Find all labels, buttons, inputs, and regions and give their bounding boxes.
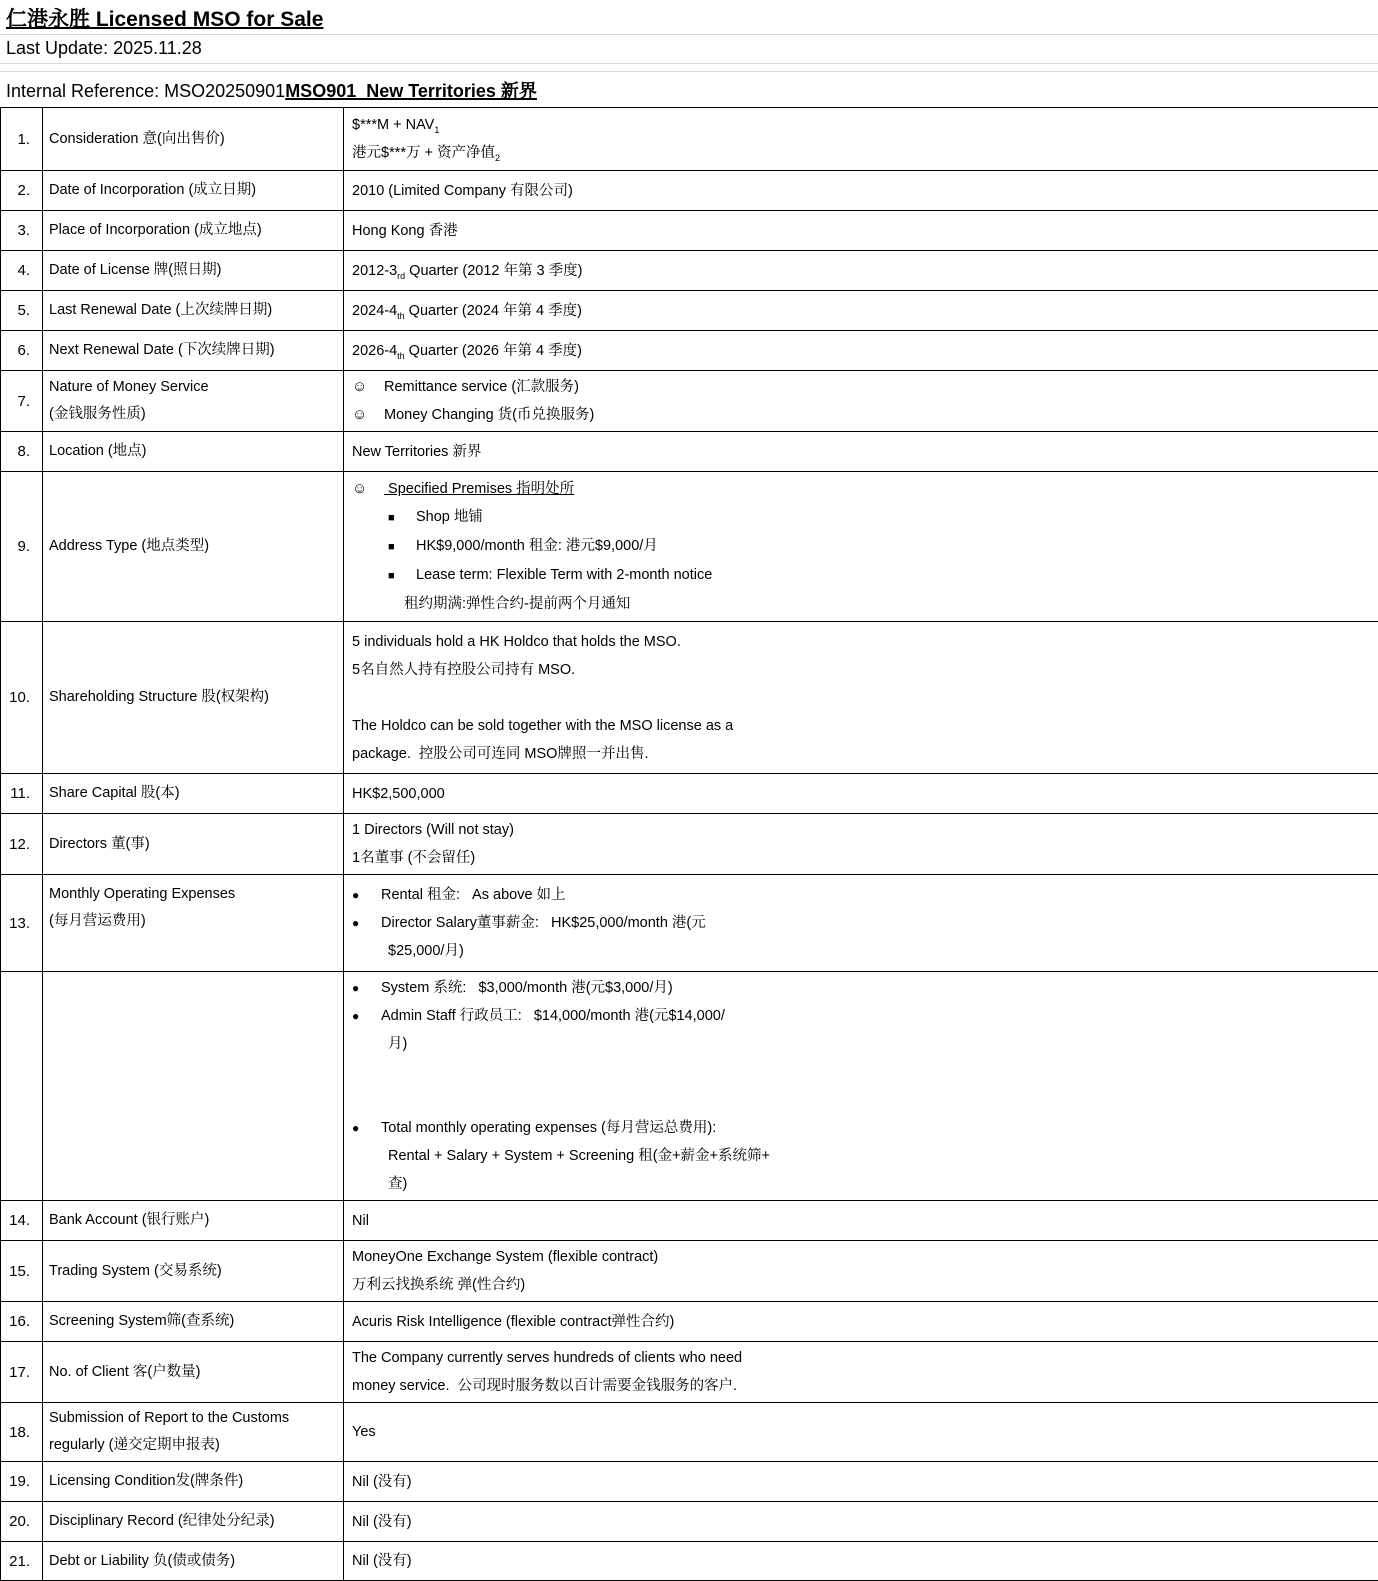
label-line: Next Renewal Date (下次续牌日期)	[49, 337, 339, 364]
label-line: Date of License 牌(照日期)	[49, 257, 339, 284]
value-line	[348, 1207, 1374, 1235]
row-value	[344, 331, 1378, 371]
label-line: Trading System (交易系统)	[49, 1258, 339, 1285]
table-row	[1, 1201, 1378, 1241]
value-text: Admin Staff 行政员工: $14,000/month 港(元$14,000/	[381, 1002, 725, 1030]
row-label	[43, 622, 344, 774]
value-line	[348, 139, 1374, 167]
row-number: 8.	[1, 432, 43, 472]
value-text: Money Changing 货(币兑换服务)	[384, 401, 594, 429]
value-text: 港元$***万 + 资产净值$_2$	[352, 139, 500, 167]
value-text: Specified Premises 指明处所	[384, 475, 574, 503]
value-line	[348, 1086, 1374, 1114]
row-number: 17.	[1, 1342, 43, 1403]
table-row	[1, 875, 1378, 972]
label-line: Monthly Operating Expenses	[49, 881, 339, 908]
label-line: Address Type (地点类型)	[49, 533, 339, 560]
row-value	[344, 814, 1378, 875]
table-row	[1, 472, 1378, 622]
row-value	[344, 1542, 1378, 1581]
internal-reference	[0, 72, 1378, 107]
row-label	[43, 331, 344, 371]
value-text: MoneyOne Exchange System (flexible contract)	[352, 1243, 658, 1271]
row-number: 15.	[1, 1241, 43, 1302]
row-label	[43, 108, 344, 171]
row-value	[344, 774, 1378, 814]
row-number: 3.	[1, 211, 43, 251]
row-value	[344, 972, 1378, 1201]
row-number: 21.	[1, 1542, 43, 1581]
value-line	[348, 297, 1374, 325]
row-label	[43, 1462, 344, 1502]
value-text: Nil (没有)	[352, 1508, 412, 1536]
value-text: 5名自然人持有控股公司持有 MSO.	[352, 656, 575, 684]
value-text: System 系统: $3,000/month 港(元$3,000/月)	[381, 974, 673, 1002]
row-number: 20.	[1, 1502, 43, 1542]
row-value	[344, 432, 1378, 472]
value-text	[352, 684, 356, 712]
row-label	[43, 875, 344, 972]
circle-bullet-icon: ●	[352, 909, 381, 937]
value-line	[348, 684, 1374, 712]
row-value	[344, 371, 1378, 432]
row-label	[43, 1342, 344, 1403]
value-text	[352, 1086, 356, 1114]
row-number: 5.	[1, 291, 43, 331]
row-label	[43, 1502, 344, 1542]
label-line: Place of Incorporation (成立地点)	[49, 217, 339, 244]
label-line: Last Renewal Date (上次续牌日期)	[49, 297, 339, 324]
row-label	[43, 472, 344, 622]
table-row	[1, 1542, 1378, 1581]
value-line	[348, 1058, 1374, 1086]
row-value	[344, 1502, 1378, 1542]
value-line	[348, 217, 1374, 245]
page-title: 仁港永胜 Licensed MSO for Sale	[6, 8, 323, 31]
value-text: 查)	[388, 1170, 407, 1198]
row-label	[43, 171, 344, 211]
row-label	[43, 251, 344, 291]
row-value	[344, 1403, 1378, 1462]
value-line	[348, 1114, 1374, 1142]
value-text: 万利云找换系统 弹(性合约)	[352, 1271, 525, 1299]
value-line	[348, 712, 1374, 740]
internal-reference-code: MSO901 New Territories 新界	[285, 81, 537, 101]
value-text	[352, 1058, 356, 1086]
value-text: Shop 地铺	[416, 503, 483, 531]
value-line	[348, 974, 1374, 1002]
row-value	[344, 875, 1378, 972]
table-row	[1, 331, 1378, 371]
label-line: No. of Client 客(户数量)	[49, 1359, 339, 1386]
row-label	[43, 814, 344, 875]
table-row	[1, 291, 1378, 331]
row-label	[43, 291, 344, 331]
row-value	[344, 1302, 1378, 1342]
value-text: New Territories 新界	[352, 438, 481, 466]
row-label	[43, 1241, 344, 1302]
row-number	[1, 972, 43, 1201]
value-text: Remittance service (汇款服务)	[384, 373, 579, 401]
label-line: (金钱服务性质)	[49, 401, 339, 428]
value-line	[348, 1547, 1374, 1575]
label-line: (每月营运费用)	[49, 908, 339, 935]
smiley-bullet-icon: ☺	[352, 401, 384, 429]
value-line	[348, 590, 1374, 618]
label-line: Debt or Liability 负(债或债务)	[49, 1548, 339, 1575]
table-row	[1, 774, 1378, 814]
value-text: Nil (没有)	[352, 1468, 412, 1496]
value-text: 2010 (Limited Company 有限公司)	[352, 177, 573, 205]
row-label	[43, 774, 344, 814]
value-line	[348, 1508, 1374, 1536]
label-line: Consideration 意(向出售价)	[49, 126, 339, 153]
table-row	[1, 1462, 1378, 1502]
label-line: regularly (递交定期申报表)	[49, 1432, 339, 1459]
row-number: 19.	[1, 1462, 43, 1502]
value-text: HK$2,500,000	[352, 780, 445, 808]
table-row	[1, 1342, 1378, 1403]
row-value	[344, 108, 1378, 171]
table-row	[1, 1241, 1378, 1302]
value-line	[348, 401, 1374, 429]
value-line	[348, 373, 1374, 401]
square-bullet-icon: ■	[388, 533, 416, 561]
label-line: Shareholding Structure 股(权架构)	[49, 684, 339, 711]
row-value	[344, 251, 1378, 291]
value-text: Rental 租金: As above 如上	[381, 881, 566, 909]
label-line: Disciplinary Record (纪律处分纪录)	[49, 1508, 339, 1535]
value-line	[348, 740, 1374, 768]
value-text: $2024-4_{th}$ Quarter (2024 年第 4 季度)	[352, 297, 582, 325]
row-number: 2.	[1, 171, 43, 211]
row-value	[344, 1342, 1378, 1403]
table-row	[1, 814, 1378, 875]
value-text: Nil	[352, 1207, 369, 1235]
smiley-bullet-icon: ☺	[352, 373, 384, 401]
table-row	[1, 251, 1378, 291]
value-line	[348, 780, 1374, 808]
value-text: 1名董事 (不会留任)	[352, 844, 475, 872]
row-number: 11.	[1, 774, 43, 814]
value-text: Total monthly operating expenses (每月营运总费用):	[381, 1114, 716, 1142]
value-line	[348, 1308, 1374, 1336]
value-line	[348, 816, 1374, 844]
value-text: The Company currently serves hundreds of clients who need	[352, 1344, 742, 1372]
table-row	[1, 211, 1378, 251]
value-text: 租约期满:弹性合约-提前两个月通知	[404, 590, 630, 618]
value-line	[348, 1170, 1374, 1198]
row-label	[43, 1542, 344, 1581]
row-number: 1.	[1, 108, 43, 171]
value-line	[348, 177, 1374, 205]
value-line	[348, 503, 1374, 532]
value-text: money service. 公司现时服务数以百计需要金钱服务的客户.	[352, 1372, 737, 1400]
row-number: 16.	[1, 1302, 43, 1342]
circle-bullet-icon: ●	[352, 881, 381, 909]
row-number: 4.	[1, 251, 43, 291]
label-line: Screening System筛(查系统)	[49, 1308, 339, 1335]
square-bullet-icon: ■	[388, 504, 416, 532]
value-text: $25,000/月)	[388, 937, 464, 965]
row-number: 10.	[1, 622, 43, 774]
row-value	[344, 472, 1378, 622]
table-row	[1, 1403, 1378, 1462]
value-line	[348, 257, 1374, 285]
table-row	[1, 622, 1378, 774]
row-number: 7.	[1, 371, 43, 432]
row-number: 9.	[1, 472, 43, 622]
row-value	[344, 171, 1378, 211]
row-value	[344, 1201, 1378, 1241]
mso-details-table	[0, 107, 1378, 1581]
document-header	[0, 0, 1378, 107]
value-text: 5 individuals hold a HK Holdco that holds the MSO.	[352, 628, 681, 656]
row-number: 14.	[1, 1201, 43, 1241]
value-line	[348, 561, 1374, 590]
value-line	[348, 532, 1374, 561]
row-value	[344, 291, 1378, 331]
label-line: Nature of Money Service	[49, 374, 339, 401]
table-row	[1, 432, 1378, 472]
value-line	[348, 438, 1374, 466]
circle-bullet-icon: ●	[352, 974, 381, 1002]
row-number: 13.	[1, 875, 43, 972]
row-label	[43, 432, 344, 472]
value-line	[348, 1243, 1374, 1271]
value-line	[348, 937, 1374, 965]
row-label	[43, 972, 344, 1201]
table-row	[1, 108, 1378, 171]
label-line: Location (地点)	[49, 438, 339, 465]
label-line: Share Capital 股(本)	[49, 780, 339, 807]
table-row	[1, 371, 1378, 432]
value-text: Rental + Salary + System + Screening 租(金+薪金+系统筛+	[388, 1142, 770, 1170]
value-text: The Holdco can be sold together with the MSO license as a	[352, 712, 733, 740]
value-line	[348, 1344, 1374, 1372]
label-line: Bank Account (银行账户)	[49, 1207, 339, 1234]
value-text: package. 控股公司可连同 MSO牌照一并出售.	[352, 740, 649, 768]
row-number: 6.	[1, 331, 43, 371]
value-text: Nil (没有)	[352, 1547, 412, 1575]
table-row	[1, 972, 1378, 1201]
table-body	[1, 108, 1378, 1581]
row-label	[43, 211, 344, 251]
row-value	[344, 211, 1378, 251]
value-line	[348, 844, 1374, 872]
value-line	[348, 1271, 1374, 1299]
row-label	[43, 1302, 344, 1342]
label-line: Directors 董(事)	[49, 831, 339, 858]
value-line	[348, 475, 1374, 503]
table-row	[1, 1302, 1378, 1342]
value-text: 1 Directors (Will not stay)	[352, 816, 514, 844]
value-line	[348, 111, 1374, 139]
value-line	[348, 628, 1374, 656]
circle-bullet-icon: ●	[352, 1002, 381, 1030]
row-value	[344, 622, 1378, 774]
table-row	[1, 1502, 1378, 1542]
label-line: Submission of Report to the Customs	[49, 1405, 339, 1432]
value-line	[348, 337, 1374, 365]
label-line: Date of Incorporation (成立日期)	[49, 177, 339, 204]
last-update: Last Update: 2025.11.28	[0, 35, 1378, 64]
value-line	[348, 1002, 1374, 1030]
value-line	[348, 1142, 1374, 1170]
row-label	[43, 1403, 344, 1462]
value-text: Yes	[352, 1418, 376, 1446]
value-line	[348, 1372, 1374, 1400]
value-line	[348, 1418, 1374, 1446]
value-text: Acuris Risk Intelligence (flexible contract弹性合约)	[352, 1308, 674, 1336]
value-line	[348, 1030, 1374, 1058]
row-value	[344, 1241, 1378, 1302]
row-value	[344, 1462, 1378, 1502]
value-text: $***M + $NAV_1$	[352, 111, 439, 139]
smiley-bullet-icon: ☺	[352, 475, 384, 503]
circle-bullet-icon: ●	[352, 1114, 381, 1142]
row-label	[43, 1201, 344, 1241]
value-line	[348, 656, 1374, 684]
row-number: 12.	[1, 814, 43, 875]
value-text: $2012-3_{rd}$ Quarter (2012 年第 3 季度)	[352, 257, 582, 285]
value-line	[348, 881, 1374, 909]
row-label	[43, 371, 344, 432]
label-line: Licensing Condition发(牌条件)	[49, 1468, 339, 1495]
row-number: 18.	[1, 1403, 43, 1462]
value-text: $2026-4_{th}$ Quarter (2026 年第 4 季度)	[352, 337, 582, 365]
value-text: HK$9,000/month 租金: 港元$9,000/月	[416, 532, 658, 560]
value-text: Hong Kong 香港	[352, 217, 458, 245]
value-text: 月)	[388, 1030, 407, 1058]
value-text: Director Salary董事薪金: HK$25,000/month 港(元	[381, 909, 706, 937]
value-line	[348, 1468, 1374, 1496]
internal-reference-prefix: Internal Reference: MSO20250901	[6, 81, 285, 101]
value-text: Lease term: Flexible Term with 2-month notice	[416, 561, 712, 589]
title-row	[0, 0, 1378, 35]
table-row	[1, 171, 1378, 211]
square-bullet-icon: ■	[388, 562, 416, 590]
value-line	[348, 909, 1374, 937]
header-divider	[0, 64, 1378, 72]
